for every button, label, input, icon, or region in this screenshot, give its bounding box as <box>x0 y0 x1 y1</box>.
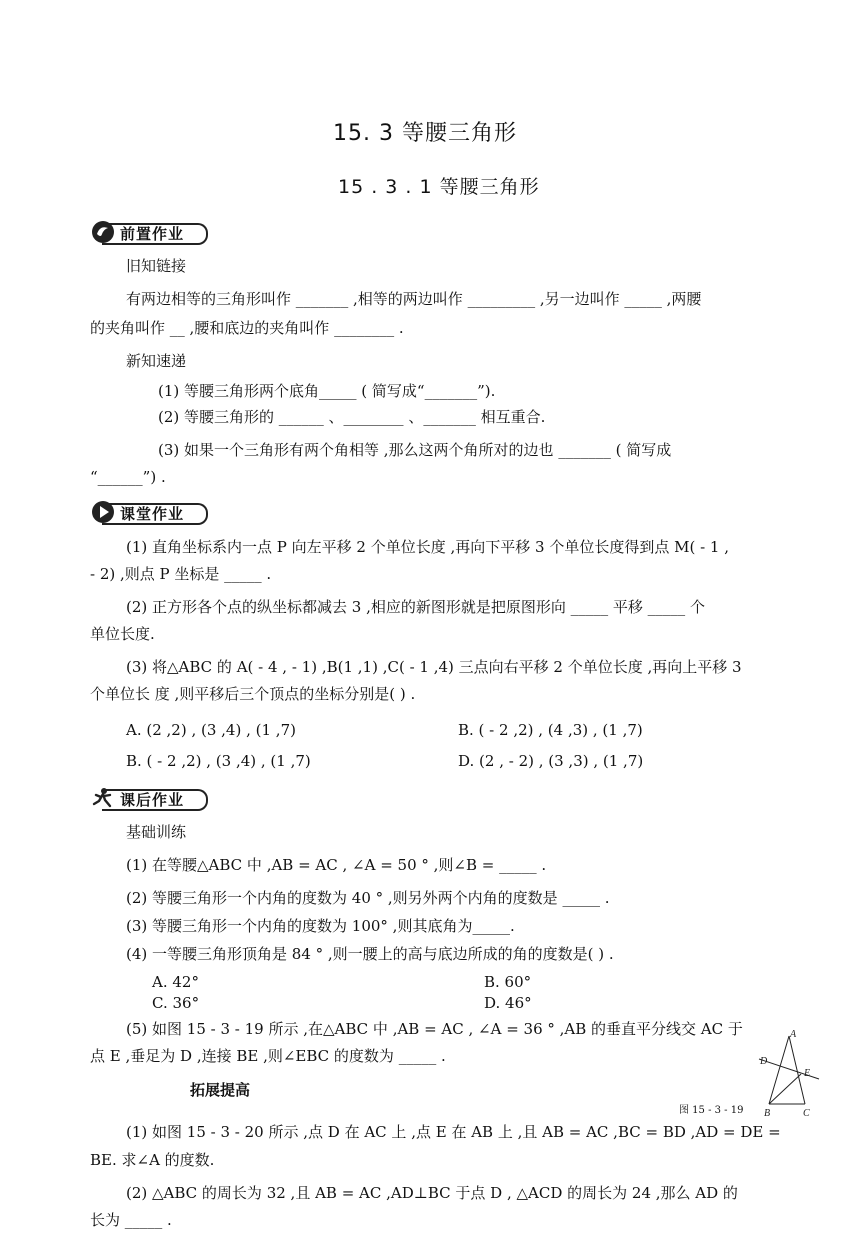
question-item: 单位长度. <box>90 625 155 643</box>
figure-caption: 图 15 - 3 - 19 <box>679 1105 744 1116</box>
vertex-label-b: B <box>764 1108 771 1119</box>
question-item: 个单位长 度 ,则平移后三个顶点的坐标分别是( ) . <box>90 685 416 703</box>
heading-basic-training: 基础训练 <box>126 823 187 841</box>
question-item: (2) △ABC 的周长为 32 ,且 AB = AC ,AD⊥BC 于点 D , △ACD 的周长为 24 ,那么 AD 的 <box>126 1184 738 1202</box>
question-item: (1) 直角坐标系内一点 P 向左平移 2 个单位长度 ,再向下平移 3 个单位长度得到点 M( - 1 , <box>126 538 730 556</box>
question-item: (2) 正方形各个点的纵坐标都减去 3 ,相应的新图形就是把原图形向 _____ 平移 _____ 个 <box>126 598 705 616</box>
option-c: C. 36° <box>152 994 200 1012</box>
heading-new-knowledge: 新知速递 <box>126 352 187 370</box>
question-item: (3) 等腰三角形一个内角的度数为 100° ,则其底角为_____. <box>126 917 515 935</box>
question-item: (2) 等腰三角形一个内角的度数为 40 ° ,则另外两个内角的度数是 _____ . <box>126 889 610 907</box>
triangle-figure <box>755 1028 835 1120</box>
badge-pre-homework <box>90 220 208 244</box>
question-item: 长为 _____ . <box>90 1211 172 1229</box>
question-item: (1) 等腰三角形两个底角_____ ( 简写成“_______”). <box>158 382 496 400</box>
question-item: (1) 如图 15 - 3 - 20 所示 ,点 D 在 AC 上 ,点 E 在 AB 上 ,且 AB = AC ,BC = BD ,AD = DE = <box>126 1123 781 1141</box>
option-d: D. 46° <box>484 994 532 1012</box>
option-b: B. 60° <box>484 973 532 991</box>
heading-old-knowledge: 旧知链接 <box>126 257 187 275</box>
option-a: A. 42° <box>152 973 199 991</box>
badge-label: 课后作业 <box>120 791 185 809</box>
badge-label: 课堂作业 <box>120 505 185 523</box>
badge-classwork <box>90 500 208 524</box>
question-item: (5) 如图 15 - 3 - 19 所示 ,在△ABC 中 ,AB = AC , ∠A = 36 ° ,AB 的垂直平分线交 AC 于 <box>126 1020 743 1038</box>
runner-icon <box>90 786 116 810</box>
badge-homework <box>90 786 208 810</box>
question-item: - 2) ,则点 P 坐标是 _____ . <box>90 565 272 583</box>
question-item: (1) 在等腰△ABC 中 ,AB = AC , ∠A = 50 ° ,则∠B = _____ . <box>126 856 547 874</box>
play-icon <box>90 500 116 524</box>
vertex-label-d: D <box>760 1056 768 1067</box>
paragraph-line: 的夹角叫作 __ ,腰和底边的夹角叫作 ________ . <box>90 319 404 337</box>
question-item: BE. 求∠A 的度数. <box>90 1151 215 1169</box>
question-item: “______”) . <box>90 468 166 486</box>
vertex-label-a: A <box>790 1029 797 1040</box>
question-item: (3) 将△ABC 的 A( - 4 , - 1) ,B(1 ,1) ,C( - 1 ,4) 三点向右平移 2 个单位长度 ,再向上平移 3 <box>126 658 742 676</box>
section-subtitle: 15 . 3 . 1 等腰三角形 <box>338 176 540 198</box>
option-d: D. (2 , - 2) , (3 ,3) , (1 ,7) <box>458 752 644 770</box>
swirl-icon <box>90 220 116 244</box>
vertex-label-e: E <box>804 1068 811 1079</box>
paragraph-line: 有两边相等的三角形叫作 _______ ,相等的两边叫作 _________ ,另一边叫作 _____ ,两腰 <box>126 290 702 308</box>
question-item: (4) 一等腰三角形顶角是 84 ° ,则一腰上的高与底边所成的角的度数是( ) . <box>126 945 614 963</box>
question-item: (2) 等腰三角形的 ______ 、________ 、_______ 相互重合. <box>158 408 546 426</box>
heading-extension: 拓展提高 <box>190 1081 251 1099</box>
page-title: 15. 3 等腰三角形 <box>333 121 517 146</box>
question-item: (3) 如果一个三角形有两个角相等 ,那么这两个角所对的边也 _______ ( 简写成 <box>158 441 672 459</box>
vertex-label-c: C <box>803 1108 810 1119</box>
option-c: B. ( - 2 ,2) , (3 ,4) , (1 ,7) <box>126 752 311 770</box>
option-b: B. ( - 2 ,2) , (4 ,3) , (1 ,7) <box>458 721 643 739</box>
question-item: 点 E ,垂足为 D ,连接 BE ,则∠EBC 的度数为 _____ . <box>90 1047 446 1065</box>
option-a: A. (2 ,2) , (3 ,4) , (1 ,7) <box>126 721 296 739</box>
badge-label: 前置作业 <box>120 225 185 243</box>
